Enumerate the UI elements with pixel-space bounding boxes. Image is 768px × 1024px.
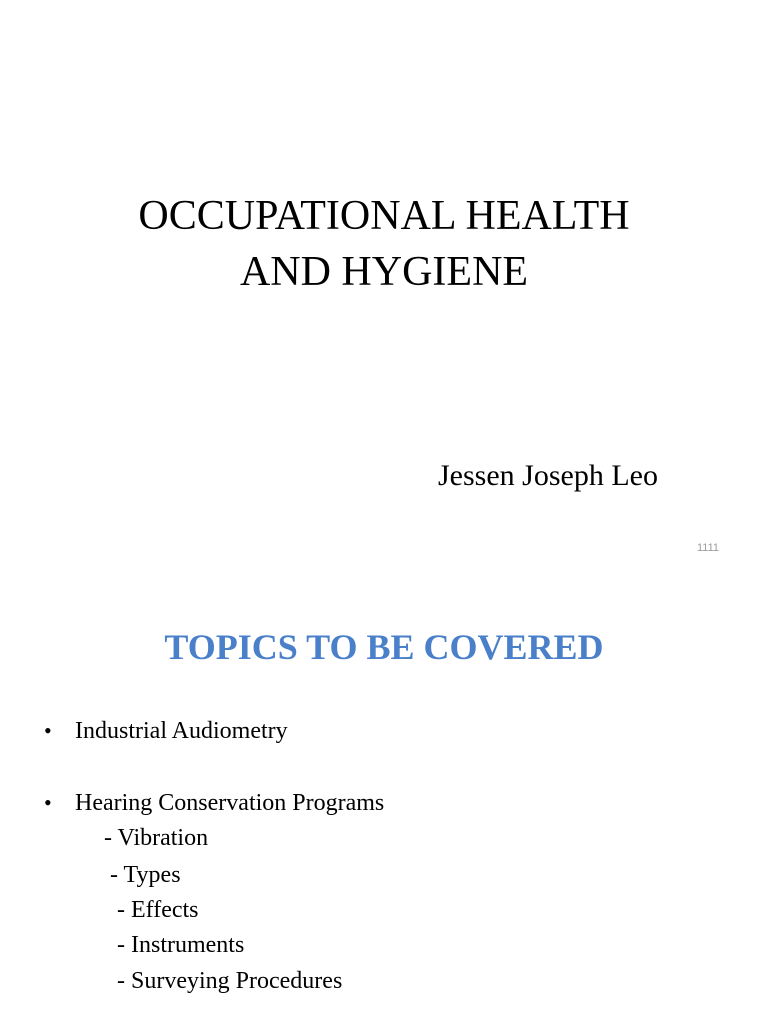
topics-heading: TOPICS TO BE COVERED <box>164 627 604 667</box>
topics-list <box>0 576 768 1024</box>
bullet-icon: • <box>44 718 52 743</box>
sub-list-item: - Types <box>110 862 181 888</box>
sub-list-item: - Instruments <box>117 932 245 958</box>
title-line-1: OCCUPATIONAL HEALTH <box>138 193 630 239</box>
sub-list-item: - Effects <box>117 897 199 923</box>
bullet-icon: • <box>44 790 52 815</box>
author-name: Jessen Joseph Leo <box>438 459 658 492</box>
list-item: Industrial Audiometry <box>75 718 288 744</box>
title-line-2: AND HYGIENE <box>239 249 529 295</box>
topics-slide <box>0 576 768 1024</box>
page-number: 1111 <box>697 542 720 554</box>
list-item: Hearing Conservation Programs <box>75 790 385 816</box>
sub-list-item: - Vibration <box>104 825 209 851</box>
presentation-title <box>0 188 768 300</box>
sub-list-item: - Surveying Procedures <box>117 968 343 994</box>
